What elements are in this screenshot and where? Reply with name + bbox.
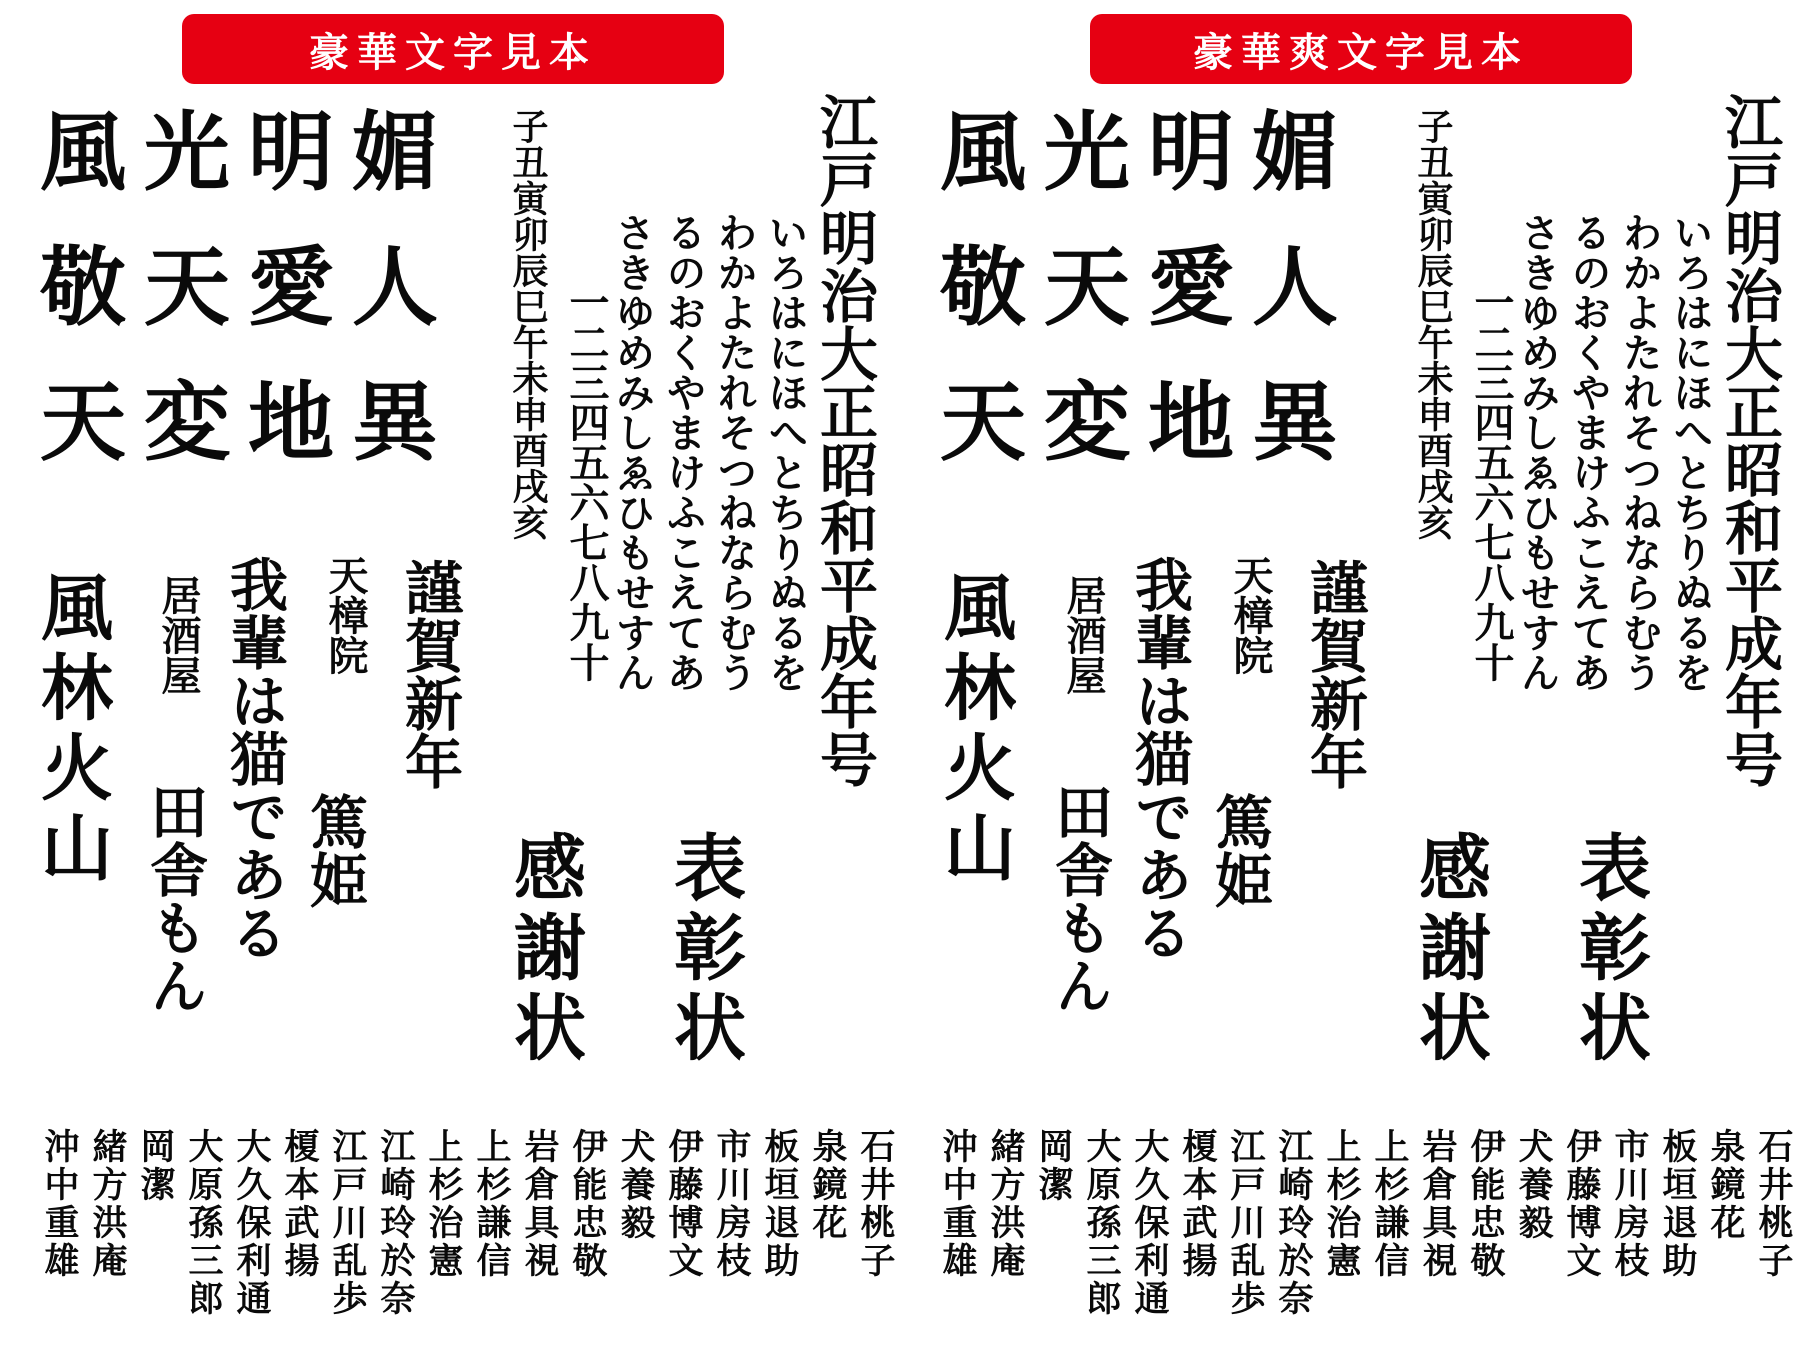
name-column: 市川房枝: [711, 1128, 752, 1280]
name-column: 伊藤博文: [663, 1128, 704, 1280]
name-column: 上杉治憲: [423, 1128, 464, 1280]
numbers-column: 一二三四五六七八九十: [1468, 282, 1515, 682]
name-column: 岩倉具視: [1417, 1128, 1458, 1280]
tenshoin-column: 天樟院: [322, 555, 369, 675]
zodiac-column: 子丑寅卯辰巳午未申酉戌亥: [507, 108, 549, 540]
furin-column: 風林火山: [932, 570, 1017, 890]
iroha-column: いろはにほへとちりぬるを: [762, 212, 809, 692]
wagahai-column: 我輩は猫である: [220, 555, 288, 961]
name-column: 市川房枝: [1609, 1128, 1650, 1280]
headline-row: 敬天愛人: [940, 236, 1356, 338]
name-column: 緒方洪庵: [87, 1128, 128, 1280]
name-column: 緒方洪庵: [985, 1128, 1026, 1280]
iroha-column: るのおくやまけふこえてあ: [1565, 212, 1612, 692]
name-column: 榎本武揚: [1177, 1128, 1218, 1280]
headline-row: 天変地異: [940, 371, 1356, 473]
name-column: 江戸川乱歩: [1225, 1128, 1266, 1318]
name-column: 石井桃子: [855, 1128, 896, 1280]
kansha-column: 感謝状: [502, 830, 587, 1070]
headline-block: [940, 85, 1356, 490]
name-column: 石井桃子: [1753, 1128, 1794, 1280]
name-column: 沖中重雄: [39, 1128, 80, 1280]
name-column: 江戸川乱歩: [327, 1128, 368, 1318]
tenshoin-column: 天樟院: [1227, 555, 1274, 675]
name-column: 上杉謙信: [471, 1128, 512, 1280]
name-column: 岩倉具視: [519, 1128, 560, 1280]
iroha-column: わかよたれそつねならむう: [711, 212, 758, 692]
name-column: 大原孫三郎: [183, 1128, 224, 1318]
name-column: 榎本武揚: [279, 1128, 320, 1280]
zodiac-column: 子丑寅卯辰巳午未申酉戌亥: [1412, 108, 1454, 540]
furin-column: 風林火山: [29, 570, 114, 890]
historical-names-row: [30, 1128, 900, 1348]
name-column: 大久保利通: [231, 1128, 272, 1318]
numbers-column: 一二三四五六七八九十: [563, 282, 610, 682]
specimen-banner: 豪華文字見本: [182, 14, 724, 84]
inaka-column: 田舎もん: [140, 782, 208, 1014]
name-column: 上杉治憲: [1321, 1128, 1362, 1280]
specimen-banner: 豪華爽文字見本: [1090, 14, 1632, 84]
name-column: 上杉謙信: [1369, 1128, 1410, 1280]
inaka-column: 田舎もん: [1045, 782, 1113, 1014]
name-column: 伊能忠敬: [567, 1128, 608, 1280]
hyosho-column: 表彰状: [1567, 830, 1652, 1070]
name-column: 泉鏡花: [807, 1128, 848, 1242]
name-column: 板垣退助: [759, 1128, 800, 1280]
name-column: 泉鏡花: [1705, 1128, 1746, 1242]
name-column: 岡潔: [1033, 1128, 1074, 1204]
name-column: 岡潔: [135, 1128, 176, 1204]
headline-row: 風光明媚: [940, 101, 1356, 203]
name-column: 沖中重雄: [937, 1128, 978, 1280]
iroha-column: るのおくやまけふこえてあ: [660, 212, 707, 692]
name-column: 犬養毅: [1513, 1128, 1554, 1242]
headline-row: 敬天愛人: [40, 236, 456, 338]
name-column: 大久保利通: [1129, 1128, 1170, 1318]
iroha-column: さきゆめみしゑひもせすん: [609, 212, 656, 692]
name-column: 板垣退助: [1657, 1128, 1698, 1280]
hyosho-column: 表彰状: [662, 830, 747, 1070]
name-column: 江崎玲於奈: [375, 1128, 416, 1318]
izakaya-column: 居酒屋: [1060, 575, 1107, 695]
specimen-panel-right: [900, 0, 1800, 1357]
iroha-column: さきゆめみしゑひもせすん: [1514, 212, 1561, 692]
kinga-column: 謹賀新年: [1300, 558, 1368, 790]
name-column: 伊藤博文: [1561, 1128, 1602, 1280]
iroha-column: いろはにほへとちりぬるを: [1667, 212, 1714, 692]
headline-row: 天変地異: [40, 371, 456, 473]
kinga-column: 謹賀新年: [395, 558, 463, 790]
name-column: 大原孫三郎: [1081, 1128, 1122, 1318]
historical-names-row: [928, 1128, 1798, 1348]
kansha-column: 感謝状: [1407, 830, 1492, 1070]
iroha-column: わかよたれそつねならむう: [1616, 212, 1663, 692]
atsuhime-column: 篤姫: [300, 792, 368, 908]
era-names-column: 江戸明治大正昭和平成年号: [810, 92, 878, 788]
era-names-column: 江戸明治大正昭和平成年号: [1715, 92, 1783, 788]
headline-block: [40, 85, 456, 490]
atsuhime-column: 篤姫: [1205, 792, 1273, 908]
wagahai-column: 我輩は猫である: [1125, 555, 1193, 961]
izakaya-column: 居酒屋: [155, 575, 202, 695]
name-column: 犬養毅: [615, 1128, 656, 1242]
name-column: 江崎玲於奈: [1273, 1128, 1314, 1318]
headline-row: 風光明媚: [40, 101, 456, 203]
name-column: 伊能忠敬: [1465, 1128, 1506, 1280]
